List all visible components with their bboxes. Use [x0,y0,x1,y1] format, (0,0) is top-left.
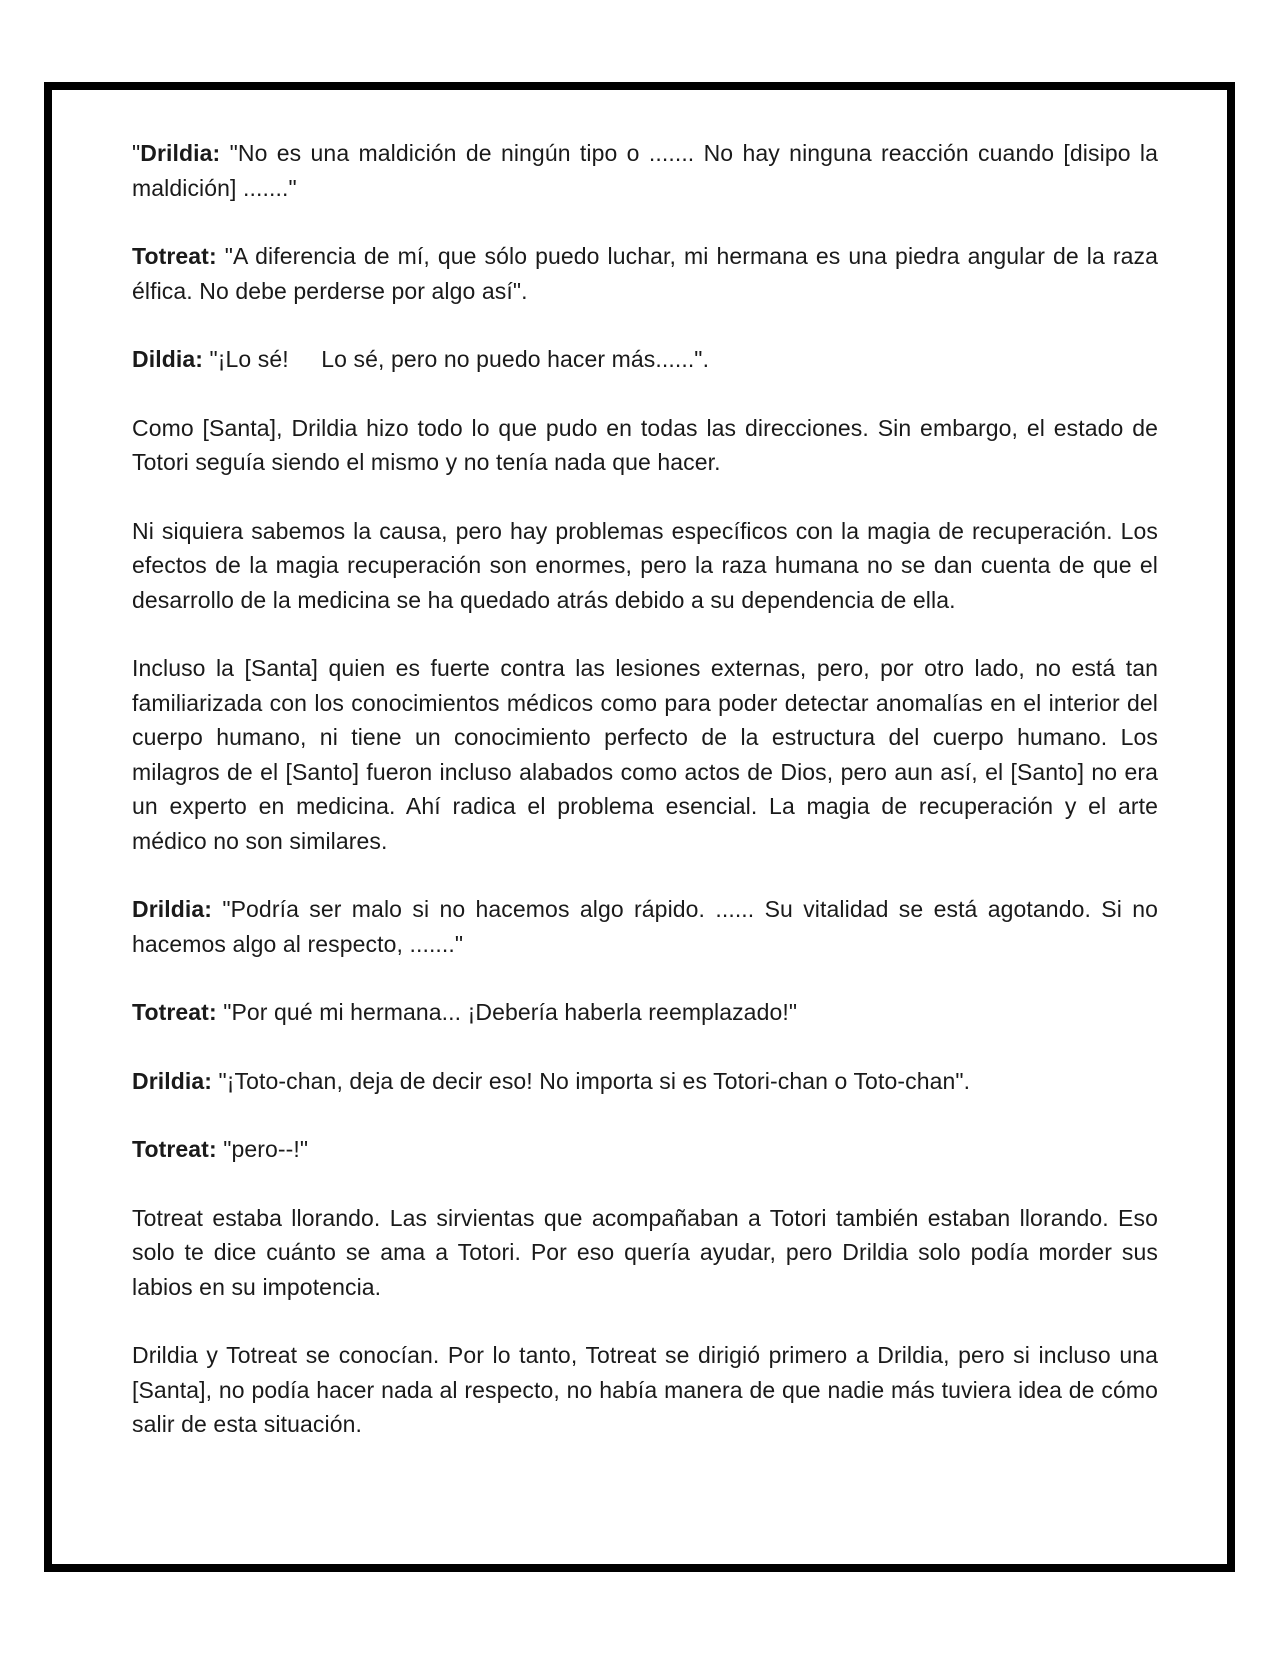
paragraph-7 [132,892,1158,961]
paragraph-3 [132,342,1158,377]
speaker-label: Totreat: [132,999,217,1025]
speaker-label: Dildia: [132,346,203,372]
quote-prefix: " [132,140,141,166]
speaker-label: Totreat: [132,1136,217,1162]
paragraph-4 [132,411,1158,480]
paragraph-text: Incluso la [Santa] quien es fuerte contra las lesiones externas, pero, por otro lado, no está tan familiarizada con los conocimientos médicos como para poder detectar anomalías en el interior del cuerpo humano, ni tiene un conocimiento perfecto de la estructura del cuerpo humano. Los milagros de el [Santo] fueron incluso alabados como actos de Dios, pero aun así, el [Santo] no era un experto en medicina. Ahí radica el problema esencial. La magia de recuperación y el arte médico no son similares. [132,655,1158,854]
paragraph-11 [132,1201,1158,1305]
paragraph-text: Ni siquiera sabemos la causa, pero hay problemas específicos con la magia de recuperación. Los efectos de la magia recuperación son enormes, pero la raza humana no se dan cuenta de que el desarrollo de la medicina se ha quedado atrás debido a su dependencia de ella. [132,517,1158,613]
paragraph-5 [132,514,1158,618]
paragraph-2 [132,239,1158,308]
paragraph-6 [132,651,1158,858]
paragraph-12 [132,1338,1158,1442]
paragraph-text: "Podría ser malo si no hacemos algo rápido. ...... Su vitalidad se está agotando. Si no hacemos algo al respecto, ......." [132,896,1158,957]
paragraph-text: "¡Toto-chan, deja de decir eso! No importa si es Totori-chan o Toto-chan". [212,1067,971,1094]
page-border-frame [44,82,1235,1572]
document-body [132,136,1158,1476]
paragraph-text: "Por qué mi hermana... ¡Debería haberla reemplazado!" [216,999,798,1025]
paragraph-8 [132,995,1158,1030]
paragraph-10 [132,1132,1158,1167]
paragraph-9 [132,1064,1158,1099]
paragraph-text: Totreat estaba llorando. Las sirvientas que acompañaban a Totori también estaban llorando. Eso solo te dice cuánto se ama a Totori. Por eso quería ayudar, pero Drildia solo podía morder sus labios en su impotencia. [132,1204,1158,1300]
paragraph-text: "pero--!" [216,1136,309,1162]
paragraph-text: Drildia y Totreat se conocían. Por lo tanto, Totreat se dirigió primero a Drildia, pero si incluso una [Santa], no podía hacer nada al respecto, no había manera de que nadie más tuviera idea de cómo salir de esta situación. [132,1342,1158,1437]
paragraph-text: "No es una maldición de ningún tipo o ....... No hay ninguna reacción cuando [disipo la maldición] ......." [132,140,1158,201]
speaker-label: Drildia: [132,1067,213,1094]
paragraph-1 [132,136,1158,205]
speaker-label: Drildia: [140,140,221,166]
paragraph-text: "A diferencia de mí, que sólo puedo luchar, mi hermana es una piedra angular de la raza élfica. No debe perderse por algo así". [132,243,1158,304]
paragraph-text: Como [Santa], Drildia hizo todo lo que pudo en todas las direcciones. Sin embargo, el estado de Totori seguía siendo el mismo y no tenía nada que hacer. [132,414,1158,475]
speaker-label: Totreat: [132,243,217,269]
paragraph-text: "¡Lo sé! Lo sé, pero no puedo hacer más......". [202,346,710,372]
speaker-label: Drildia: [132,896,213,922]
